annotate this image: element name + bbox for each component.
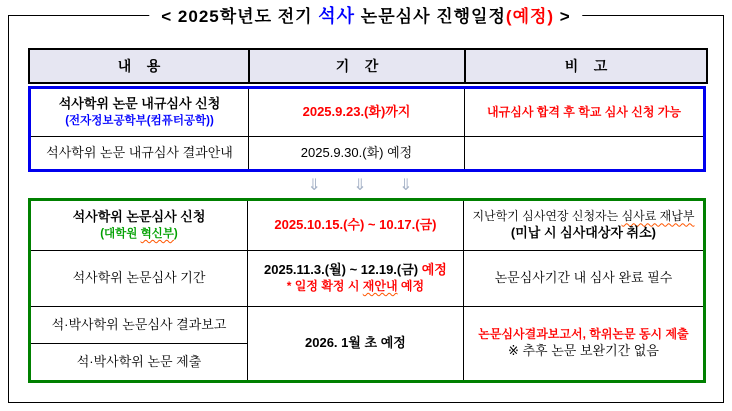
cell-internal-review-result-date: 2025.9.30.(화) 예정 xyxy=(249,137,465,171)
title-degree-highlight: 석사 xyxy=(318,6,356,26)
table-row xyxy=(30,307,705,344)
cell-merged-period: 2026. 1월 초 예정 xyxy=(247,307,463,382)
cell-internal-review-note: 내규심사 합격 후 학교 심사 신청 가능 xyxy=(465,88,705,137)
note-line1-plain: 지난학기 심사연장 신청자는 xyxy=(472,209,622,224)
table-row xyxy=(30,251,705,307)
note-line1-wavy: 심사료 재납부 xyxy=(621,209,695,224)
title-planned-highlight: (예정) xyxy=(505,7,555,26)
cell-internal-review-result: 석사학위 논문 내규심사 결과안내 xyxy=(30,137,249,171)
title-suffix: > xyxy=(554,7,571,26)
period-note-wavy: 재안내 xyxy=(362,279,398,294)
table-row xyxy=(30,88,705,137)
dept-close: ) xyxy=(173,227,178,240)
note-line1 xyxy=(468,209,699,225)
cell-main-text: 석사학위 논문 내규심사 신청 xyxy=(58,96,221,112)
cell-sub-text: (전자정보공학부(컴퓨터공학)) xyxy=(65,114,214,127)
header-cell-note: 비 고 xyxy=(465,49,707,83)
cell-result-report: 석·박사학위 논문심사 결과보고 xyxy=(30,307,248,344)
cell-review-period-dates xyxy=(247,251,463,307)
down-arrows-icon: ⇓ ⇓ ⇓ xyxy=(307,177,427,194)
cell-review-period-note: 논문심사기간 내 심사 완료 필수 xyxy=(463,251,704,307)
cell-dept-text xyxy=(35,227,243,242)
title-middle: 논문심사 진행일정 xyxy=(355,7,506,26)
thesis-review-table xyxy=(28,198,706,383)
page-title xyxy=(149,2,582,28)
period-note-a: * 일정 확정 시 xyxy=(286,279,363,294)
cell-empty-note xyxy=(465,137,705,171)
table-row xyxy=(30,200,705,251)
cell-internal-review-deadline: 2025.9.23.(화)까지 xyxy=(249,88,465,137)
cell-review-apply-period: 2025.10.15.(수) ~ 10.17.(금) xyxy=(247,200,463,251)
period-line2 xyxy=(252,279,459,295)
dept-wavy: 혁신부 xyxy=(140,227,174,240)
table-row xyxy=(30,137,705,171)
period-line1 xyxy=(252,262,459,279)
header-cell-content: 내 용 xyxy=(29,49,249,83)
dept-open: (대학원 xyxy=(100,227,141,240)
header-row xyxy=(29,49,707,83)
cell-review-period: 석사학위 논문심사 기간 xyxy=(30,251,248,307)
cell-main-text: 석사학위 논문심사 신청 xyxy=(72,209,206,225)
title-prefix: < 2025학년도 전기 xyxy=(161,7,319,26)
period-note-b: 예정 xyxy=(397,279,425,294)
period-dates: 2025.11.3.(월) ~ 12.19.(금) xyxy=(264,262,422,278)
internal-review-table-header xyxy=(28,48,708,84)
cell-merged-note xyxy=(463,307,704,382)
header-cell-period: 기 간 xyxy=(249,49,465,83)
cell-thesis-submit: 석·박사학위 논문 제출 xyxy=(30,344,248,382)
note-line2: (미납 시 심사대상자 취소) xyxy=(510,224,656,240)
period-planned: 예정 xyxy=(421,262,447,278)
cell-internal-review-apply xyxy=(30,88,249,137)
merged-note-line2: ※ 추후 논문 보완기간 없음 xyxy=(508,342,659,358)
cell-review-apply xyxy=(30,200,248,251)
cell-review-apply-note xyxy=(463,200,704,251)
internal-review-table-body xyxy=(28,86,706,172)
merged-note-line1: 논문심사결과보고서, 학위논문 동시 제출 xyxy=(478,327,689,342)
